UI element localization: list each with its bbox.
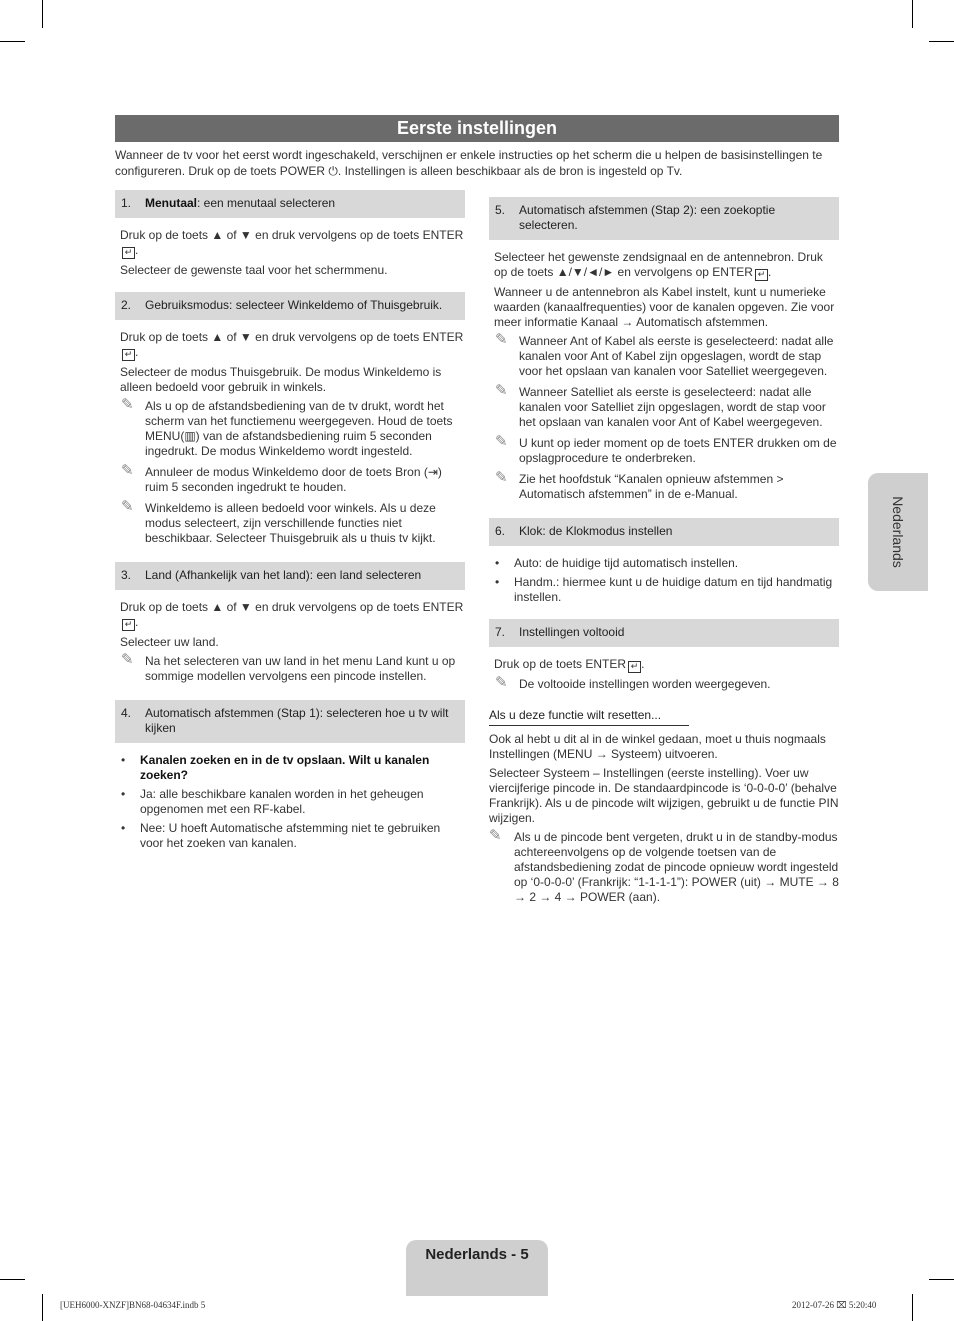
footer-timestamp: 2012-07-26 ⌧ 5:20:40 xyxy=(792,1300,877,1310)
crop-mark xyxy=(929,41,954,42)
note-text: Als u op de afstandsbediening van de tv drukt, wordt het scherm van het functiemenu weergegeven. Houd de toets MENU(▥) van de afstandsbediening ruim 5 seconden ingedrukt. De modus Winkeldemo wordt ingesteld. xyxy=(145,399,453,458)
pencil-note-icon: ✎ xyxy=(121,462,134,479)
note xyxy=(489,827,839,905)
right-column: 5. Automatisch afstemmen (Stap 2): een zoekoptie selecteren. Selecteer het gewenste zendsignaal en de antennebron. Druk op de toets ▲/▼/◄/► en vervolgens op ENTER ↵ . Wanneer u de antennebron als Kabel instelt, kunt u numerieke waarden (kanaalfrequenties) voor de kanalen opgeven. Zie voor meer informatie Kanaal → Automatisch afstemmen. ✎ Wanneer Ant of Kabel als eerste is geselecteerd: nadat alle kanalen voor Ant of Kabel zijn opgeslagen, wordt de stap voor het opslaan van kanalen voor Satelliet weergegeven. ✎ Wanneer Satelliet als eerste is geselecteerd: nadat alle kanalen voor Satelliet zijn opgeslagen, wordt de stap voor het opslaan van kanalen voor Ant of Kabel weergegeven. ✎ U kunt op ieder moment op de toets ENTER drukken om de opslagprocedure te onderbreken. ✎ Zie het hoofdstuk “Kanalen opnieuw afstemmen > Automatisch afstemmen” in de e-Manual. 6. Klok: de Klokmodus instellen • Auto: de huidige tijd automatisch instellen. • Handm.: hiermee kunt u de huidige datum en tijd handmatig instellen. 7. Instellingen voltooid Druk op de toets ENTER ↵ . ✎ De voltooide instellingen worden weergegeven. Als u deze functie wilt resetten... Ook al hebt u dit al in de winkel gedaan, moet u thuis nogmaals Instellingen (MENU → Systeem) uitvoeren. Selecteer Systeem – Instellingen (eerste instelling). Voer uw viercijferige pincode in. De standaardpincode is ‘0-0-0-0’ (behalve Frankrijk). Als u de pincode wilt wijzigen, gebruikt u de functie PIN wijzigen. ✎ Als u de pincode bent vergeten, drukt u in de standby-modus achtereenvolgens op de volgende toetsen van de afstandsbediening zodat de pincode opnieuw wordt ingesteld op ‘0-0-0-0’ (Frankrijk: “1-1-1-1”): POWER (uit) → MUTE → 8 → 2 → 4 → POWER (aan). xyxy=(489,197,839,911)
step-text: Selecteer de gewenste taal voor het schermmenu. xyxy=(120,263,388,277)
step-number: 1. xyxy=(121,196,132,210)
enter-icon: ↵ xyxy=(122,619,135,631)
step-2-header xyxy=(115,292,465,320)
note xyxy=(489,433,839,466)
enter-icon: ↵ xyxy=(122,247,135,259)
enter-icon: ↵ xyxy=(628,661,641,673)
page-number: Nederlands - 5 xyxy=(406,1240,548,1296)
step-text: Druk op de toets ▲ of ▼ en druk vervolgens op de toets ENTER xyxy=(120,228,464,242)
step-text: Druk op de toets ENTER xyxy=(494,657,627,671)
pencil-note-icon: ✎ xyxy=(495,382,508,399)
step-text: Wanneer u de antennebron als Kabel instelt, kunt u numerieke waarden (kanaalfrequenties) voor de kanalen opgeven. Zie voor meer informatie Kanaal → Automatisch afstemmen. xyxy=(494,285,835,329)
step-text: Druk op de toets ▲ of ▼ en druk vervolgens op de toets ENTER xyxy=(120,330,464,344)
step-number: 3. xyxy=(121,568,132,582)
crop-mark xyxy=(929,1279,954,1280)
intro-text: Wanneer de tv voor het eerst wordt ingeschakeld, verschijnen er enkele instructies op het scherm die u helpen de basisinstellingen te configureren. Druk op de toets POWER ⏻. Instellingen is alleen beschikbaar als de bron is ingesteld op Tv. xyxy=(115,148,823,178)
note-text: Wanneer Ant of Kabel als eerste is geselecteerd: nadat alle kanalen voor Ant of Kabel zijn opgeslagen, wordt de stap voor het opslaan van kanalen voor Satelliet weergegeven. xyxy=(519,334,834,378)
step-7-header xyxy=(489,619,839,647)
step-title: Klok: de Klokmodus instellen xyxy=(519,524,673,538)
note xyxy=(115,396,465,459)
crop-mark xyxy=(42,0,43,28)
step-4-header xyxy=(115,700,465,743)
pencil-note-icon: ✎ xyxy=(121,396,134,413)
step-title: Menutaal xyxy=(145,196,198,210)
note xyxy=(115,651,465,684)
list-item: • Nee: U hoeft Automatische afstemming niet te gebruiken voor het zoeken van kanalen. xyxy=(121,821,441,850)
list-item-text: Nee: U hoeft Automatische afstemming niet te gebruiken voor het zoeken van kanalen. xyxy=(140,821,441,850)
note-text: Zie het hoofdstuk “Kanalen opnieuw afstemmen > Automatisch afstemmen” in de e-Manual. xyxy=(519,472,784,501)
note-text: Annuleer de modus Winkeldemo door de toets Bron (⇥) ruim 5 seconden ingedrukt te houden. xyxy=(145,465,442,494)
crop-mark xyxy=(912,0,913,28)
note-text: De voltooide instellingen worden weergegeven. xyxy=(519,677,771,691)
reset-text: Ook al hebt u dit al in de winkel gedaan, moet u thuis nogmaals Instellingen (MENU → Systeem) uitvoeren. xyxy=(489,732,826,761)
note xyxy=(489,331,839,379)
side-tab-label: Nederlands xyxy=(890,496,906,568)
list-item-text: Handm.: hiermee kunt u de huidige datum en tijd handmatig instellen. xyxy=(514,575,833,604)
step-title: Land (Afhankelijk van het land): een land selecteren xyxy=(145,568,422,582)
step-number: 6. xyxy=(495,524,506,538)
step-title: Gebruiksmodus: selecteer Winkeldemo of Thuisgebruik. xyxy=(145,298,443,312)
reset-text: Selecteer Systeem – Instellingen (eerste instelling). Voer uw viercijferige pincode in. De standaardpincode is ‘0-0-0-0’ (behalve Frankrijk). Als u de pincode wilt wijzigen, gebruikt u de functie PIN wijzigen. xyxy=(489,766,839,825)
enter-icon: ↵ xyxy=(755,269,768,281)
step-title: Automatisch afstemmen (Stap 2): een zoekoptie selecteren. xyxy=(519,203,776,232)
pencil-note-icon: ✎ xyxy=(121,498,134,515)
list-item: • Kanalen zoeken en in de tv opslaan. Wilt u kanalen zoeken? xyxy=(121,753,430,782)
note-text: Na het selecteren van uw land in het menu Land kunt u op sommige modellen vervolgens een pincode instellen. xyxy=(145,654,456,683)
language-side-tab xyxy=(868,473,928,591)
step-number: 4. xyxy=(121,706,132,720)
note-text: Winkeldemo is alleen bedoeld voor winkels. Als u deze modus selecteert, zijn verschillende functies niet beschikbaar. Selecteer Thuisgebruik als u thuis tv kijkt. xyxy=(145,501,436,545)
crop-mark xyxy=(0,1279,25,1280)
note xyxy=(115,462,465,495)
step-3-header xyxy=(115,562,465,590)
step-number: 5. xyxy=(495,203,506,217)
step-number: 2. xyxy=(121,298,132,312)
crop-mark xyxy=(0,41,25,42)
step-text: Druk op de toets ▲ of ▼ en druk vervolgens op de toets ENTER xyxy=(120,600,464,614)
note-text: U kunt op ieder moment op de toets ENTER drukken om de opslagprocedure te onderbreken. xyxy=(519,436,837,465)
step-number: 7. xyxy=(495,625,506,639)
step-text: Selecteer het gewenste zendsignaal en de antennebron. Druk op de toets ▲/▼/◄/► en vervolgens op ENTER xyxy=(494,250,823,279)
pencil-note-icon: ✎ xyxy=(489,827,502,844)
step-text: Selecteer uw land. xyxy=(120,635,219,649)
step-title: Automatisch afstemmen (Stap 1): selecteren hoe u tv wilt kijken xyxy=(145,706,449,735)
pencil-note-icon: ✎ xyxy=(495,469,508,486)
step-6-header xyxy=(489,518,839,546)
page-title: Eerste instellingen xyxy=(115,115,839,142)
list-item-text: Ja: alle beschikbare kanalen worden in het geheugen opgenomen met een RF-kabel. xyxy=(140,787,424,816)
pencil-note-icon: ✎ xyxy=(495,674,508,691)
note xyxy=(489,382,839,430)
crop-mark xyxy=(42,1294,43,1321)
list-item: • Handm.: hiermee kunt u de huidige datum en tijd handmatig instellen. xyxy=(495,575,833,604)
enter-icon: ↵ xyxy=(122,349,135,361)
crop-mark xyxy=(912,1294,913,1321)
note xyxy=(489,469,839,502)
list-item-text: Kanalen zoeken en in de tv opslaan. Wilt u kanalen zoeken? xyxy=(140,753,430,782)
step-5-header xyxy=(489,197,839,240)
step-1-header xyxy=(115,190,465,218)
reset-section-title: Als u deze functie wilt resetten... xyxy=(489,708,689,726)
list-item: • Auto: de huidige tijd automatisch instellen. xyxy=(495,556,739,570)
note-text: Wanneer Satelliet als eerste is geselecteerd: nadat alle kanalen voor Satelliet zijn opgeslagen, wordt de stap voor het opslaan van kanalen voor Ant of Kabel weergegeven. xyxy=(519,385,826,429)
pencil-note-icon: ✎ xyxy=(495,331,508,348)
step-title: Instellingen voltooid xyxy=(519,625,625,639)
note-text: Als u de pincode bent vergeten, drukt u in de standby-modus achtereenvolgens op de volgende toetsen van de afstandsbediening zodat de pincode opnieuw wordt ingesteld op ‘0-0-0-0’ (Frankrijk: “1-1-1-1”): POWER (uit) → MUTE → 8 → 2 → 4 → POWER (aan). xyxy=(514,830,839,904)
note xyxy=(489,674,839,692)
pencil-note-icon: ✎ xyxy=(121,651,134,668)
list-item: • Ja: alle beschikbare kanalen worden in het geheugen opgenomen met een RF-kabel. xyxy=(121,787,424,816)
footer-filename: [UEH6000-XNZF]BN68-04634F.indb 5 xyxy=(60,1300,206,1310)
list-item-text: Auto: de huidige tijd automatisch instellen. xyxy=(514,556,739,570)
step-subtitle: : een menutaal selecteren xyxy=(197,196,336,210)
note xyxy=(115,498,465,546)
left-column: 1. Menutaal: een menutaal selecteren Druk op de toets ▲ of ▼ en druk vervolgens op de toets ENTER↵ . Selecteer de gewenste taal voor het schermmenu. 2. Gebruiksmodus: selecteer Winkeldemo of Thuisgebruik. Druk op de toets ▲ of ▼ en druk vervolgens op de toets ENTER↵ . Selecteer de modus Thuisgebruik. De modus Winkeldemo is alleen bedoeld voor gebruik in winkels. ✎ Als u op de afstandsbediening van de tv drukt, wordt het scherm van het functiemenu weergegeven. Houd de toets MENU(▥) van de afstandsbediening ruim 5 seconden ingedrukt. De modus Winkeldemo wordt ingesteld. ✎ Annuleer de modus Winkeldemo door de toets Bron (⇥) ruim 5 seconden ingedrukt te houden. ✎ Winkeldemo is alleen bedoeld voor winkels. Als u deze modus selecteert, zijn verschillende functies niet beschikbaar. Selecteer Thuisgebruik als u thuis tv kijkt. 3. Land (Afhankelijk van het land): een land selecteren Druk op de toets ▲ of ▼ en druk vervolgens op de toets ENTER↵ . Selecteer uw land. ✎ Na het selecteren van uw land in het menu Land kunt u op sommige modellen vervolgens een pincode instellen. 4. Automatisch afstemmen (Stap 1): selecteren hoe u tv wilt kijken • Kanalen zoeken en in de tv opslaan. Wilt u kanalen zoeken? • Ja: alle beschikbare kanalen worden in het geheugen opgenomen met een RF-kabel. • Nee: U hoeft Automatische afstemming niet te gebruiken voor het zoeken van kanalen. xyxy=(115,190,465,855)
step-text: Selecteer de modus Thuisgebruik. De modus Winkeldemo is alleen bedoeld voor gebruik in winkels. xyxy=(120,365,442,394)
pencil-note-icon: ✎ xyxy=(495,433,508,450)
